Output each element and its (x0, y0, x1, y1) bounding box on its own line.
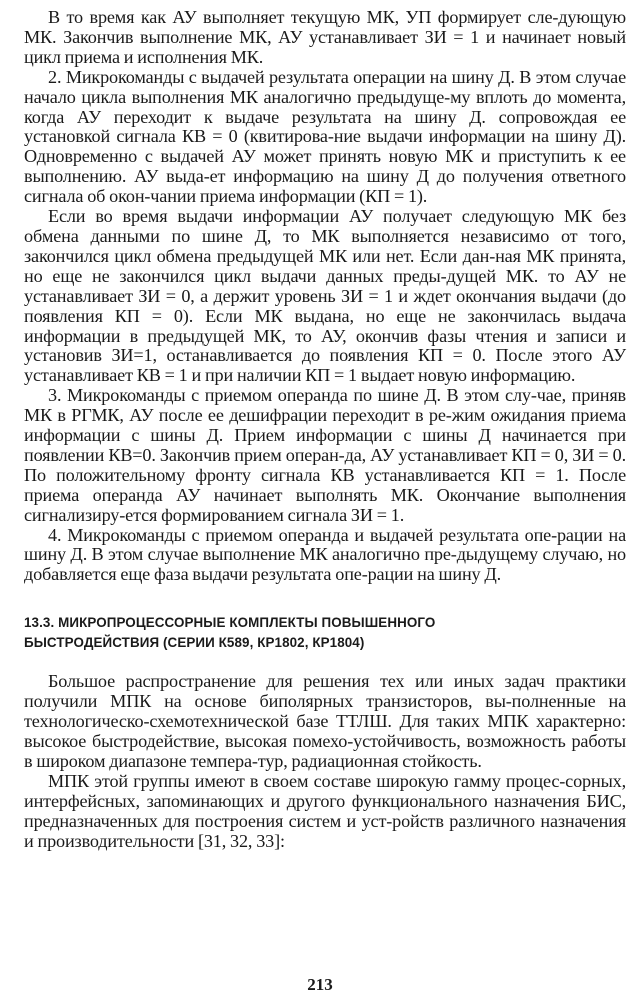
paragraph-bipolar-mpk: Большое распространение для решения тех или иных задач практики получили МПК на основе биполярных транзисторов, вы-полненные на технологическо-схемотехнической базе ТТЛШ. Для таких МПК характерно: высокое быстродействие, высокая помехо-устойчивость, возможность работы в широком диапазоне темпера-тур, радиационная стойкость. (24, 671, 626, 771)
book-page (24, 8, 626, 851)
paragraph-mpk-group-bis: МПК этой группы имеют в своем составе широкую гамму процес-сорных, интерфейсных, запоминающих и другого функционального назначения БИС, предназначенных для построения систем и уст-ройств различного назначения и производительности [31, 32, 33]: (24, 770, 626, 851)
section-heading-line-2: БЫСТРОДЕЙСТВИЯ (СЕРИИ К589, КР1802, КР1804) (24, 635, 365, 651)
paragraph-mk-output-to-bus: 2. Микрокоманды с выдачей результата операции на шину Д. В этом случае начало цикла выполнения МК аналогично предыдуще-му вплоть до момента, когда АУ переходит к выдаче результата на шину Д. сопровождая ее установкой сигнала КВ = 0 (квитирова-ние выдачи информации на шину Д). Одновременно с выдачей АУ может принять новую МК и приступить к ее выполнению. АУ выда-ет информацию на шину Д до получения ответного сигнала об окон-чании приема информации (КП = 1). (24, 66, 626, 207)
section-heading-line-1: 13.3. МИКРОПРОЦЕССОРНЫЕ КОМПЛЕКТЫ ПОВЫШЕННОГО (24, 615, 436, 631)
paragraph-au-current-mk: В то время как АУ выполняет текущую МК, УП формирует сле-дующую МК. Закончив выполнение МК, АУ устанавливает ЗИ = 1 и начинает новый цикл приема и исполнения МК. (24, 7, 626, 67)
paragraph-mk-operand-input-and-output: 4. Микрокоманды с приемом операнда и выдачей результата опе-рации на шину Д. В этом случае выполнение МК аналогично пре-дыдущему случаю, но добавляется еще фаза выдачи результата опе-рации на шину Д. (24, 524, 626, 585)
paragraph-next-mk-during-output: Если во время выдачи информации АУ получает следующую МК без обмена данными по шине Д, то МК выполняется независимо от того, закончился цикл обмена предыдущей МК или нет. Если дан-ная МК принята, но еще не закончился цикл выдачи данных преды-дущей МК. то АУ не устанавливает ЗИ = 0, а держит уровень ЗИ = 1 и ждет окончания выдачи (до появления КП = 0). Если МК выдана, но еще не закончилась выдача информации в предыдущей МК, то АУ, окончив фазы чтения и записи и установив ЗИ=1, останавливается до появления КП = 0. После этого АУ устанавливает КВ = 1 и при наличии КП = 1 выдает новую информацию. (24, 206, 626, 386)
paragraph-mk-operand-input: 3. Микрокоманды с приемом операнда по шине Д. В этом слу-чае, приняв МК в РГМК, АУ после ее дешифрации переходит в ре-жим ожидания приема информации с шины Д. Прием информации с шины Д начинается при появлении КВ=0. Закончив прием операн-да, АУ устанавливает КП = 0, ЗИ = 0. По положительному фронту сигнала КВ устанавливается КП = 1. После приема операнда АУ начинает выполнять МК. Окончание выполнения сигнализиру-ется формированием сигнала ЗИ = 1. (24, 385, 626, 525)
page-number: 213 (307, 975, 333, 994)
section-heading (24, 613, 626, 653)
